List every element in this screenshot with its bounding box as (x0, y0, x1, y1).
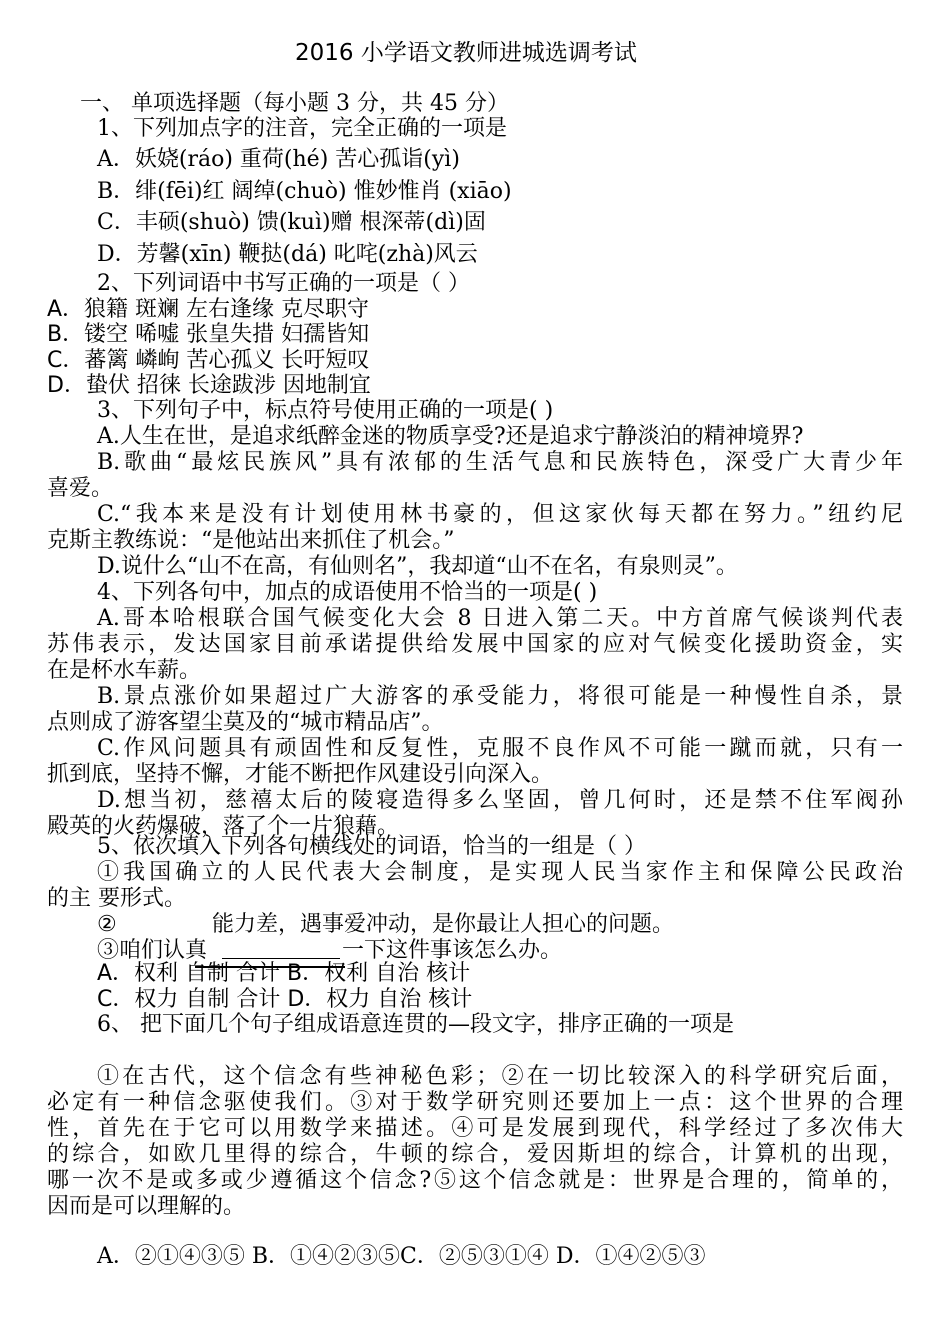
section-heading: 一、 单项选择题（每小题 3 分，共 45 分） (80, 91, 509, 116)
q2-option-b: B．镂空 唏嘘 张皇失措 妇孺皆知 (47, 322, 370, 347)
page-title: 2016 小学语文教师进城选调考试 (295, 40, 637, 66)
q4-option-c-line2: 抓到底，坚持不懈，才能不断把作风建设引向深入。 (47, 762, 554, 787)
q1-stem: 1、下列加点字的注音，完全正确的一项是 (97, 116, 507, 141)
q1-option-c: C．丰硕(shuò) 馈(kuì)赠 根深蒂(dì)固 (97, 210, 486, 235)
q5-sentence2-number: ② (97, 912, 117, 937)
q4-option-d-line1: D.想当初，慈禧太后的陵寝造得多么坚固，曾几何时，还是禁不住军阀孙 (97, 788, 903, 813)
q4-option-a-line2: 苏伟表示，发达国家目前承诺提供给发展中国家的应对气候变化援助资金，实 (47, 632, 903, 657)
q5-stem: 5、依次填入下列各句横线处的词语，恰当的一组是（ ） (97, 834, 646, 859)
q2-option-c: C．蕃篱 嶙峋 苦心孤义 长吁短叹 (47, 348, 370, 373)
q4-option-b-line2: 点则成了游客望尘莫及的“城市精品店”。 (47, 710, 444, 735)
q4-option-a-line3: 在是杯水车薪。 (47, 658, 202, 683)
q1-option-b: B．绯(fēi)红 阔绰(chuò) 惟妙惟肖 (xiāo) (97, 179, 512, 204)
q6-passage-line5: 哪一次不是或多或少遵循这个信念?⑤这个信念就是：世界是合理的，简单的， (47, 1168, 903, 1193)
q4-option-c-line1: C.作风问题具有顽固性和反复性，克服不良作风不可能一蹴而就，只有一 (97, 736, 903, 761)
q6-passage-line2: 必定有一种信念驱使我们。③对于数学研究则还要加上一点：这个世界的合理 (47, 1090, 903, 1115)
q6-passage-line1: ①在古代，这个信念有些神秘色彩；②在一切比较深入的科学研究后面， (97, 1064, 903, 1089)
q5-options-ab: A．权利 自制 合计 B．权利 自治 核计 (97, 961, 471, 986)
q1-option-a: A．妖娆(ráo) 重荷(hé) 苦心孤诣(yì) (97, 147, 460, 172)
q2-option-d: D．蛰伏 招徕 长途跋涉 因地制宜 (47, 373, 371, 398)
q1-option-d: D．芳馨(xīn) 鞭挞(dá) 叱咤(zhà)风云 (97, 242, 478, 267)
q4-option-a-line1: A.哥本哈根联合国气候变化大会 8 日进入第二天。中方首席气候谈判代表 (97, 606, 903, 631)
q6-passage-line6: 因而是可以理解的。 (47, 1194, 246, 1219)
strikethrough-mark (195, 966, 345, 968)
q2-stem: 2、下列词语中书写正确的一项是（ ） (97, 271, 470, 296)
q4-option-d-line2: 殿英的火药爆破，落了个一片狼藉。 (47, 814, 400, 839)
q5-sentence2-text: 能力差，遇事爱冲动，是你最让人担心的问题。 (212, 912, 675, 937)
q3-option-d: D.说什么“山不在高，有仙则名”，我却道“山不在名，有泉则灵”。 (97, 554, 738, 579)
q5-sentence1-line1: ①我国确立的人民代表大会制度，是实现人民当家作主和保障公民政治 (97, 860, 903, 885)
q3-option-a: A.人生在世，是追求纸醉金迷的物质享受?还是追求宁静淡泊的精神境界? (97, 424, 804, 449)
q5-blank-line (222, 958, 340, 959)
q5-sentence3-rest: 一下这件事该怎么办。 (342, 938, 563, 963)
q6-options: A．②①④③⑤ B．①④②③⑤C．②⑤③①④ D．①④②⑤③ (97, 1244, 706, 1269)
q2-option-a: A．狼籍 斑斓 左右逢缘 克尽职守 (47, 297, 370, 322)
q3-option-b-line1: B.歌曲“最炫民族风”具有浓郁的生活气息和民族特色，深受广大青少年 (97, 450, 903, 475)
q4-option-b-line1: B.景点涨价如果超过广大游客的承受能力，将很可能是一种慢性自杀，景 (97, 684, 903, 709)
q6-passage-line3: 性，首先在于它可以用数学来描述。④可是发展到现代，科学经过了多次伟大 (47, 1116, 903, 1141)
q3-option-b-line2: 喜爱。 (47, 476, 114, 501)
q5-sentence3-text: ③咱们认真 (97, 938, 208, 963)
q3-stem: 3、下列句子中，标点符号使用正确的一项是( ) (97, 398, 554, 423)
q3-option-c-line2: 克斯主教练说：“是他站出来抓住了机会。” (47, 528, 455, 553)
q5-sentence1-line2: 的主 要形式。 (47, 886, 186, 911)
q4-stem: 4、下列各句中，加点的成语使用不恰当的一项是( ) (97, 580, 598, 605)
q6-stem: 6、 把下面几个句子组成语意连贯的—段文字，排序正确的一项是 (97, 1012, 734, 1037)
q5-options-cd: C．权力 自制 合计 D．权力 自治 核计 (97, 987, 473, 1012)
q6-passage-line4: 的综合，如欧几里得的综合，牛顿的综合，爱因斯坦的综合，计算机的出现， (47, 1142, 903, 1167)
q3-option-c-line1: C.“我本来是没有计划使用林书豪的，但这家伙每天都在努力。”纽约尼 (97, 502, 903, 527)
